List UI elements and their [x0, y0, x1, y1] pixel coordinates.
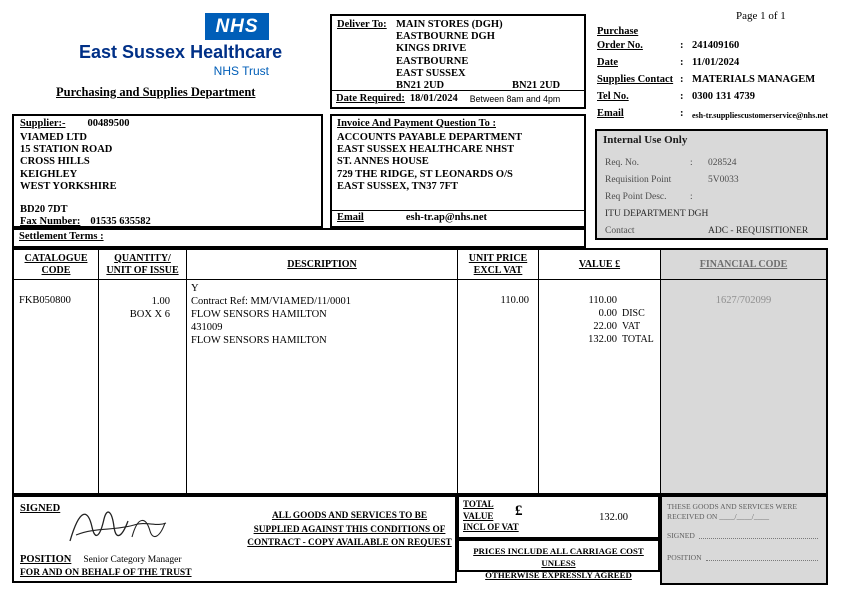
header-catalogue-code	[14, 250, 99, 280]
req-no-value: 028524	[708, 158, 737, 168]
description-line: Contract Ref: MM/VIAMED/11/0001	[191, 296, 352, 307]
quantity-value: 1.00	[151, 296, 170, 307]
colon: :	[680, 74, 684, 85]
supplies-contact-value: MATERIALS MANAGEM	[692, 74, 816, 85]
goods-received-box	[660, 495, 828, 585]
signature-line	[706, 553, 818, 561]
cell-catalogue-code	[14, 280, 99, 493]
description-line: Y	[191, 283, 199, 294]
supplier-label: Supplier:-	[20, 118, 66, 129]
purchase-label: Purchase	[597, 26, 639, 37]
invoice-to-label: Invoice And Payment Question To :	[337, 118, 496, 129]
received-signed-row	[667, 531, 818, 540]
header-financial-code	[661, 250, 826, 280]
contact-row	[605, 225, 820, 237]
email-label: Email	[597, 108, 624, 119]
value-amount: 110.00	[588, 295, 617, 306]
value-amount: 22.00	[593, 321, 617, 332]
value-label: DISC	[622, 308, 645, 319]
req-point-desc-label: Req Point Desc.	[605, 192, 667, 202]
address-line: ST. ANNES HOUSE	[337, 156, 429, 168]
order-number-value: 241409160	[692, 40, 740, 51]
header-line: EXCL VAT	[473, 264, 523, 276]
trust-type: NHS Trust	[213, 64, 269, 78]
value-amount: 132.00	[588, 334, 617, 345]
internal-use-title: Internal Use Only	[603, 134, 688, 146]
cell-value	[539, 280, 661, 493]
req-point-desc-value: ITU DEPARTMENT DGH	[605, 209, 709, 219]
nhs-logo-text: NHS	[215, 15, 259, 37]
position-value: Senior Category Manager	[83, 555, 182, 565]
address-line: EASTBOURNE DGH	[396, 31, 495, 43]
header-line: QUANTITY/	[114, 252, 171, 264]
order-number-row	[597, 40, 832, 52]
total-label-line: INCL OF VAT	[463, 522, 519, 532]
supplier-box	[12, 114, 323, 228]
signature-line	[699, 531, 818, 539]
total-value-labels	[463, 499, 519, 534]
requisition-point-value: 5V0033	[708, 175, 739, 185]
total-value-amount: 132.00	[599, 512, 628, 523]
date-required-row	[332, 90, 584, 107]
unit-price-value: 110.00	[500, 295, 529, 306]
address-line: MAIN STORES (DGH)	[396, 19, 503, 30]
invoice-email-row	[332, 210, 584, 226]
date-required-value: 18/01/2024	[409, 93, 458, 104]
address-line: EAST SUSSEX HEALTHCARE NHST	[337, 144, 515, 156]
email-row	[597, 108, 832, 122]
financial-code-value: 1627/702099	[715, 295, 772, 306]
department-title: Purchasing and Supplies Department	[56, 85, 256, 99]
fax-number: 01535 635582	[90, 216, 151, 227]
internal-use-box	[595, 129, 828, 240]
order-date-label: Date	[597, 57, 618, 68]
line-items-table	[12, 248, 828, 495]
tel-row	[597, 91, 832, 103]
address-line: WEST YORKSHIRE	[20, 180, 117, 192]
settlement-terms-bar	[12, 228, 586, 248]
address-line: EAST SUSSEX, TN37 7FT	[337, 180, 458, 192]
signed-box	[12, 495, 457, 583]
address-line: VIAMED LTD	[20, 132, 87, 143]
colon: :	[680, 108, 684, 119]
deliver-to-postcode-right: BN21 2UD	[512, 80, 561, 91]
address-line: ACCOUNTS PAYABLE DEPARTMENT	[337, 132, 523, 143]
header-line: VALUE £	[578, 258, 621, 270]
position-row	[20, 554, 182, 565]
invoice-to-address	[337, 132, 522, 193]
date-required-label: Date Required:	[336, 93, 405, 104]
unit-of-issue-value: BOX X 6	[129, 309, 170, 320]
cell-description	[187, 280, 458, 493]
currency-symbol: £	[515, 503, 523, 519]
supplies-contact-label: Supplies Contact	[597, 74, 674, 85]
address-line: KINGS DRIVE	[396, 43, 467, 55]
header-line: FINANCIAL CODE	[699, 258, 788, 270]
order-number-label: Order No.	[597, 40, 643, 51]
conditions-text	[242, 510, 457, 551]
description-line: FLOW SENSORS HAMILTON	[191, 335, 327, 346]
position-label: POSITION	[20, 554, 72, 565]
address-line: KEIGHLEY	[20, 168, 78, 180]
supplies-contact-row	[597, 74, 832, 86]
tel-value: 0300 131 4739	[692, 91, 755, 102]
cell-financial-code	[661, 280, 826, 493]
req-point-desc-row	[605, 191, 820, 203]
nhs-logo	[205, 13, 269, 40]
order-date-value: 11/01/2024	[692, 57, 740, 68]
value-label: VAT	[622, 321, 641, 332]
received-position-row	[667, 553, 818, 562]
requisition-point-label: Requisition Point	[605, 175, 672, 185]
header-line: UNIT OF ISSUE	[106, 264, 179, 276]
fax-label: Fax Number:	[20, 216, 81, 227]
req-no-label: Req. No.	[605, 158, 640, 168]
invoice-email-label: Email	[337, 212, 364, 223]
deliver-to-label: Deliver To:	[337, 19, 387, 30]
address-line: CROSS HILLS	[20, 156, 90, 168]
header-unit-price	[458, 250, 539, 280]
total-value-box	[457, 495, 660, 539]
value-row	[539, 334, 660, 347]
contact-value: ADC - REQUISITIONER	[708, 226, 809, 236]
invoice-email-value: esh-tr.ap@nhs.net	[405, 212, 487, 223]
header-description	[187, 250, 458, 280]
carriage-line: OTHERWISE EXPRESSLY AGREED	[485, 570, 632, 580]
colon: :	[680, 57, 684, 68]
header-line: CATALOGUE	[24, 252, 88, 264]
supplier-header-row	[20, 118, 130, 129]
description-line: 431009	[191, 322, 223, 333]
total-label-line: TOTAL	[463, 499, 494, 509]
order-info-block	[597, 26, 832, 127]
cell-quantity	[99, 280, 187, 493]
requisition-point-row	[605, 174, 820, 186]
deliver-to-box	[330, 14, 586, 109]
address-line: 15 STATION ROAD	[20, 144, 113, 156]
address-line: EASTBOURNE	[396, 55, 469, 67]
separator	[690, 225, 708, 237]
header-line: CODE	[41, 264, 71, 276]
catalogue-code-value: FKB050800	[19, 295, 71, 306]
header-line: UNIT PRICE	[468, 252, 528, 264]
received-position-label: POSITION	[667, 553, 702, 562]
header-line: DESCRIPTION	[287, 258, 357, 270]
order-date-row	[597, 57, 832, 69]
header-value	[539, 250, 661, 280]
value-amount: 0.00	[598, 308, 617, 319]
tel-label: Tel No.	[597, 91, 629, 102]
address-line: EAST SUSSEX	[396, 67, 466, 79]
header-quantity	[99, 250, 187, 280]
email-value: esh-tr.suppliescustomerservice@nhs.net	[692, 111, 829, 120]
invoice-to-box	[330, 114, 586, 228]
value-row	[539, 295, 660, 308]
colon: :	[680, 40, 684, 51]
signed-label: SIGNED	[20, 503, 61, 514]
value-row	[539, 321, 660, 334]
colon: :	[680, 91, 684, 102]
page-indicator: Page 1 of 1	[736, 10, 786, 22]
received-line: RECEIVED ON ____/____/____	[667, 512, 770, 521]
delivery-window: Between 8am and 4pm	[469, 94, 561, 104]
supplier-postcode: BD20 7DT	[20, 204, 68, 215]
conditions-line: ALL GOODS AND SERVICES TO BE	[271, 511, 428, 521]
internal-use-rows	[605, 157, 820, 242]
supplier-address	[20, 132, 117, 193]
address-line: 729 THE RIDGE, ST LEONARDS O/S	[337, 168, 513, 180]
received-signed-label: SIGNED	[667, 531, 695, 540]
separator	[690, 174, 708, 186]
value-row	[539, 308, 660, 321]
total-label-line: VALUE	[463, 510, 494, 521]
contact-label: Contact	[605, 226, 635, 236]
conditions-line: SUPPLIED AGAINST THIS CONDITIONS OF	[253, 524, 446, 535]
carriage-notice-box	[457, 539, 660, 580]
on-behalf-text: FOR AND ON BEHALF OF THE TRUST	[20, 568, 192, 578]
signature-image	[62, 497, 202, 555]
colon: :	[690, 158, 693, 168]
value-label: TOTAL	[622, 334, 654, 345]
conditions-line: CONTRACT - COPY AVAILABLE ON REQUEST	[247, 538, 452, 548]
received-line: THESE GOODS AND SERVICES WERE	[667, 502, 798, 511]
trust-name: East Sussex Healthcare	[79, 42, 283, 62]
colon: :	[690, 192, 693, 202]
description-line: FLOW SENSORS HAMILTON	[191, 309, 327, 320]
carriage-line: PRICES INCLUDE ALL CARRIAGE COST UNLESS	[473, 546, 644, 568]
address-line: BN21 2UD	[396, 80, 445, 92]
fax-row	[20, 216, 151, 227]
deliver-to-address	[396, 19, 503, 92]
supplier-account-number: 00489500	[87, 118, 130, 129]
settlement-terms-label: Settlement Terms :	[19, 231, 104, 242]
cell-unit-price	[458, 280, 539, 493]
req-no-row	[605, 157, 820, 169]
